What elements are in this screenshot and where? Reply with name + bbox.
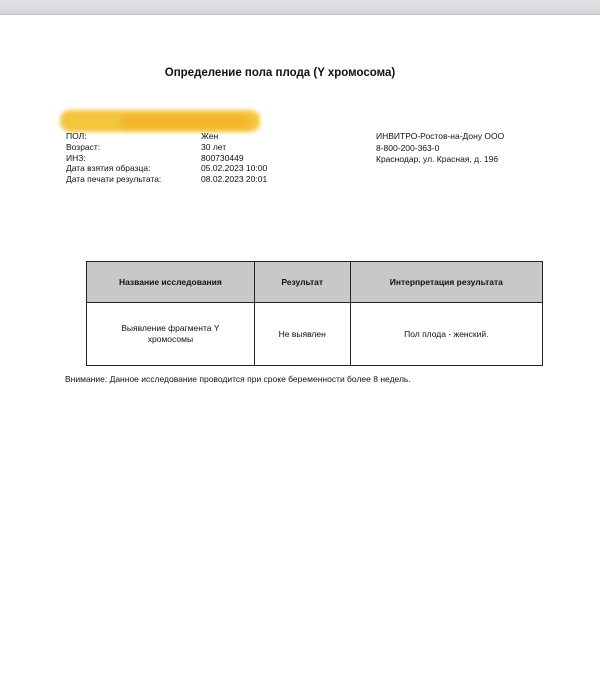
lab-address: Краснодар, ул. Красная, д. 196 <box>376 154 499 165</box>
field-value: Жен <box>201 131 219 141</box>
cell-test-name <box>87 303 255 366</box>
table-header-row <box>87 262 543 303</box>
test-name-text: Выявление фрагмента Y хромосомы <box>121 323 220 344</box>
patient-field-inz <box>66 153 267 164</box>
results-table <box>86 261 543 366</box>
header-interpretation: Интерпретация результата <box>350 262 542 303</box>
field-value: 30 лет <box>201 141 227 152</box>
header-result: Результат <box>254 262 350 303</box>
field-label: ИНЗ: <box>66 152 86 163</box>
lab-info <box>376 131 504 166</box>
document-page <box>0 15 600 692</box>
header-test-name: Название исследования <box>87 262 255 303</box>
lab-name: ИНВИТРО-Ростов-на-Дону ООО <box>376 131 505 141</box>
redacted-patient-name-overlay <box>120 115 250 129</box>
field-value: 05.02.2023 10:00 <box>201 163 268 174</box>
field-label: Возраст: <box>66 141 101 152</box>
patient-field-age <box>66 142 267 153</box>
lab-phone: 8-800-200-363-0 <box>376 142 440 153</box>
window-top-bar <box>0 0 600 15</box>
field-value: 08.02.2023 20:01 <box>201 174 268 185</box>
field-label: ПОЛ: <box>66 131 87 141</box>
patient-field-print-date <box>66 174 267 185</box>
cell-interpretation: Пол плода - женский. <box>350 303 542 366</box>
patient-field-sex <box>66 131 267 142</box>
patient-field-sample-date <box>66 163 267 174</box>
field-label: Дата печати результата: <box>66 174 162 185</box>
attention-note: Внимание: Данное исследование проводится при сроке беременности более 8 недель. <box>65 374 411 384</box>
field-label: Дата взятия образца: <box>66 163 151 174</box>
field-value: 800730449 <box>201 152 244 163</box>
table-row <box>87 303 543 366</box>
patient-info <box>66 131 267 185</box>
document-title: Определение пола плода (Y хромосома) <box>164 67 396 79</box>
cell-result: Не выявлен <box>254 303 350 366</box>
